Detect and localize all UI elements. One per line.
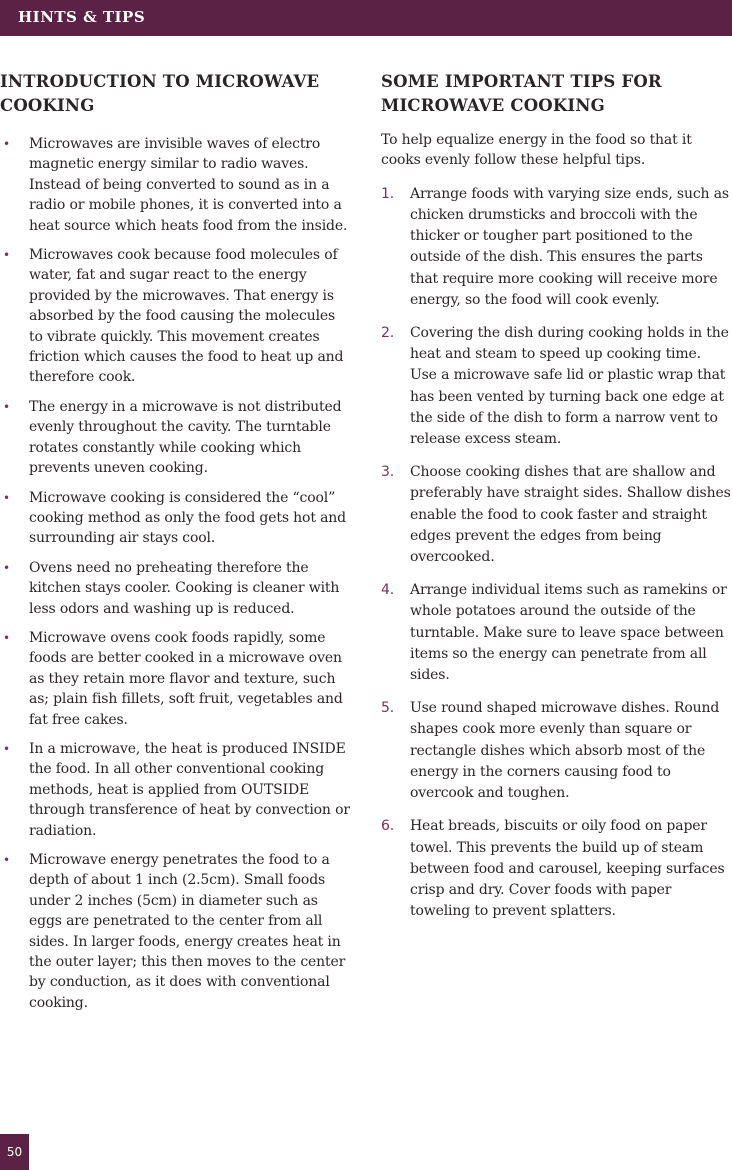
tip-item <box>381 462 732 568</box>
bullet-dot-icon: • <box>3 853 10 867</box>
bullet-text: Ovens need no preheating therefore the kitchen stays cooler. Cooking is cleaner with less odors and washing up is reduced. <box>29 559 340 617</box>
bullet-text: The energy in a microwave is not distributed evenly throughout the cavity. The turntable rotates constantly while cooking which prevents uneven cooking. <box>29 398 342 477</box>
bullet-dot-icon: • <box>3 137 10 151</box>
page-number: 50 <box>0 1134 29 1170</box>
tip-text: Choose cooking dishes that are shallow and preferably have straight sides. Shallow dishes enable the food to cook faster and straight edges prevent the edges from being overcooked. <box>410 464 731 566</box>
intro-column <box>0 70 350 1022</box>
tip-text: Arrange individual items such as ramekins or whole potatoes around the outside of the turntable. Make sure to leave space between items so the energy can penetrate from all sides. <box>410 582 727 684</box>
bullet-dot-icon: • <box>3 630 10 645</box>
tips-numbered-list <box>381 184 732 923</box>
bullet-item <box>0 245 350 388</box>
bullet-dot-icon: • <box>3 741 10 756</box>
tip-text: Covering the dish during cooking holds in the heat and steam to speed up cooking time. Use a microwave safe lid or plastic wrap that has been vented by turning back one edge at the side of the dish to form a narrow vent to release excess steam. <box>410 325 729 448</box>
tip-text: Arrange foods with varying size ends, such as chicken drumsticks and broccoli with the thicker or tougher part positioned to the outside of the dish. This ensures the parts that require more cooking will receive more energy, so the food will cook evenly. <box>410 185 729 308</box>
tip-number: 4. <box>381 582 395 599</box>
tip-number: 5. <box>381 700 395 717</box>
tip-item <box>381 323 732 450</box>
bullet-item <box>0 739 350 841</box>
tip-text: Use round shaped microwave dishes. Round shapes cook more evenly than square or rectangle dishes which absorb most of the energy in the corners causing food to overcook and toughen. <box>410 700 720 802</box>
bullet-item <box>0 558 350 619</box>
header-bar <box>0 0 732 36</box>
tip-text: Heat breads, biscuits or oily food on paper towel. This prevents the build up of steam between food and carousel, keeping surfaces crisp and dry. Cover foods with paper toweling to prevent splatters. <box>410 818 725 920</box>
tip-number: 6. <box>381 818 395 835</box>
bullet-text: Microwave energy penetrates the food to a depth of about 1 inch (2.5cm). Small foods under 2 inches (5cm) in diameter such as eggs are penetrated to the center from all sides. In larger foods, energy creates heat in the outer layer; this then moves to the center by conduction, as it does with conventional cooking. <box>29 852 346 1011</box>
tips-column <box>381 70 732 934</box>
section-header-title: HINTS & TIPS <box>18 8 146 26</box>
bullet-text: In a microwave, the heat is produced INSIDE the food. In all other conventional cooking methods, heat is applied from OUTSIDE through transference of heat by convection or radiation. <box>29 740 350 839</box>
tip-item <box>381 816 732 922</box>
tip-item <box>381 184 732 311</box>
bullet-item <box>0 628 350 730</box>
bullet-item <box>0 397 350 479</box>
bullet-item <box>0 488 350 549</box>
tip-number: 2. <box>381 325 395 342</box>
bullet-item <box>0 850 350 1013</box>
tip-number: 1. <box>381 185 395 202</box>
bullet-dot-icon: • <box>3 490 10 505</box>
tips-title: SOME IMPORTANT TIPS FOR MICROWAVE COOKING <box>381 72 662 115</box>
bullet-text: Microwaves are invisible waves of electro magnetic energy similar to radio waves. Instead of being converted to sound as in a radio or mobile phones, it is converted into a heat source which heats food from the inside. <box>29 136 348 234</box>
bullet-text: Microwave cooking is considered the “cool” cooking method as only the food gets hot and surrounding air stays cool. <box>29 489 346 547</box>
bullet-dot-icon: • <box>3 560 10 575</box>
tips-intro: To help equalize energy in the food so that it cooks evenly follow these helpful tips. <box>381 132 692 169</box>
tip-item <box>381 580 732 686</box>
tip-number: 3. <box>381 464 395 481</box>
bullet-dot-icon: • <box>3 248 10 263</box>
intro-title: INTRODUCTION TO MICROWAVE COOKING <box>0 72 320 115</box>
tip-item <box>381 698 732 804</box>
intro-bullet-list <box>0 134 350 1013</box>
bullet-text: Microwave ovens cook foods rapidly, some foods are better cooked in a microwave oven as they retain more flavor and texture, such as; plain fish fillets, soft fruit, vegetables and fat free cakes. <box>29 629 343 728</box>
bullet-text: Microwaves cook because food molecules of water, fat and sugar react to the energy provided by the microwaves. That energy is absorbed by the food causing the molecules to vibrate quickly. This movement creates friction which causes the food to heat up and therefore cook. <box>29 247 344 386</box>
bullet-dot-icon: • <box>3 399 10 414</box>
bullet-item <box>0 134 350 236</box>
